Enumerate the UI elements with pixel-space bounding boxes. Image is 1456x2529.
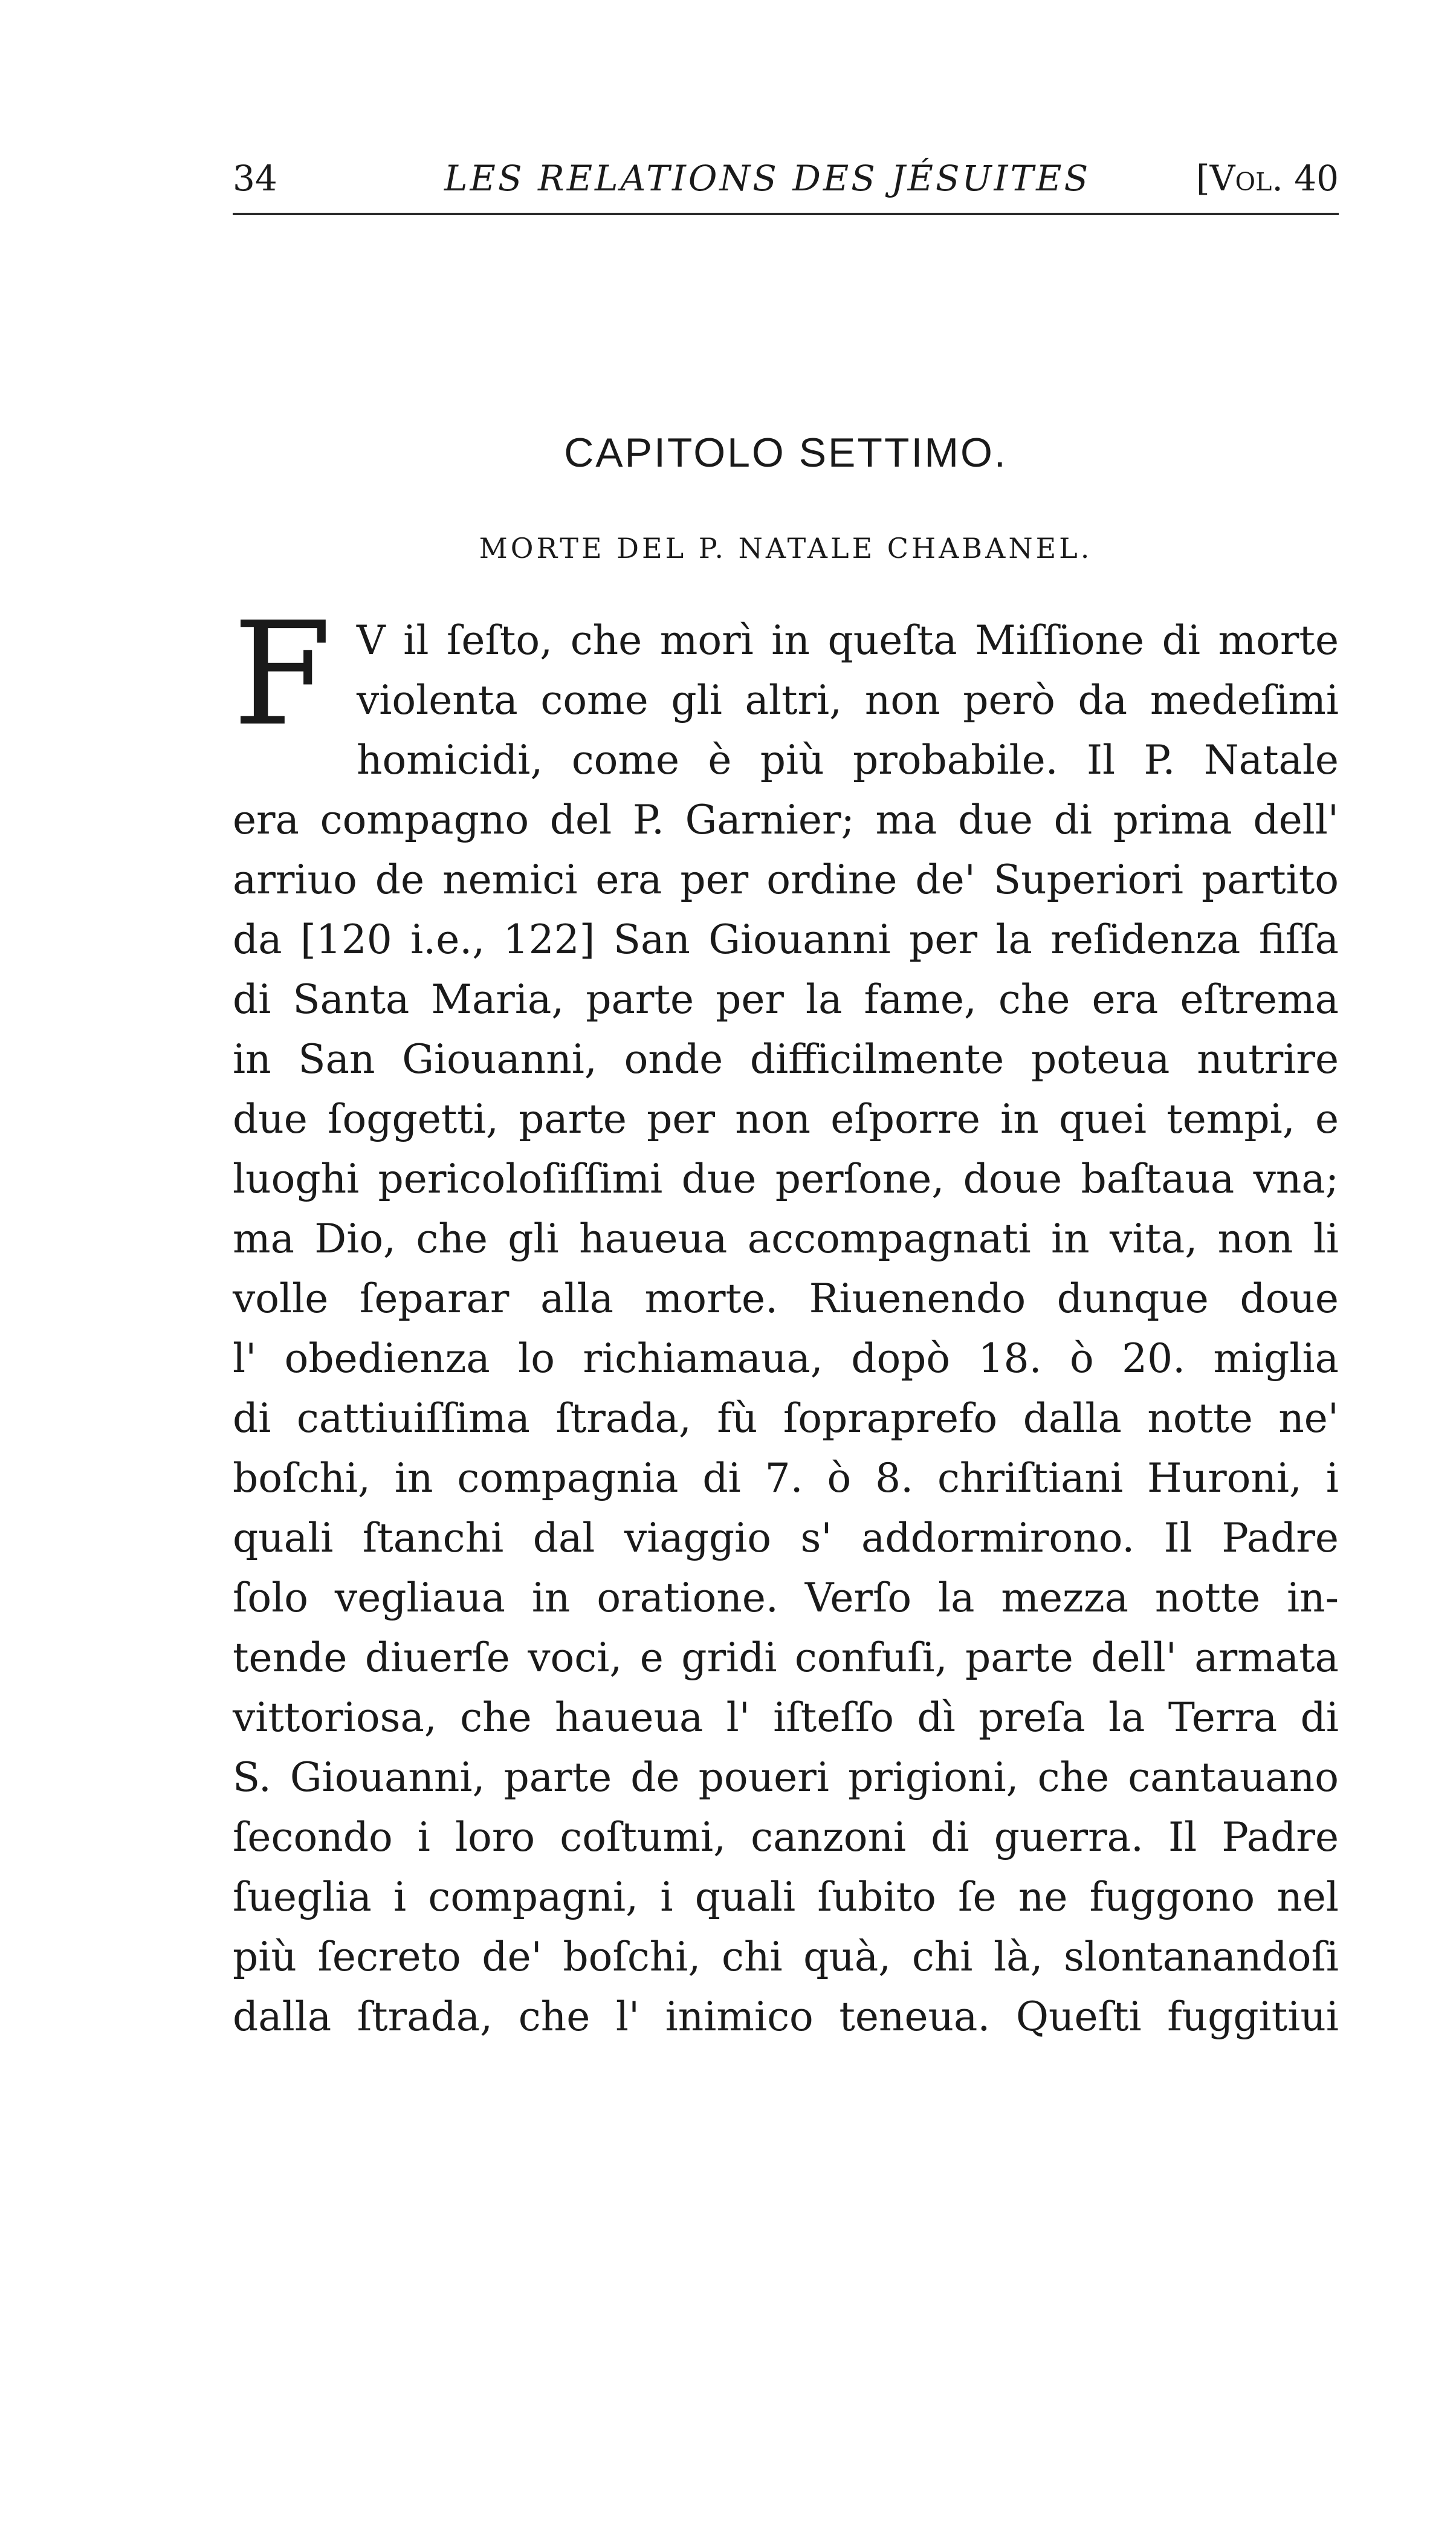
chapter-subtitle: MORTE DEL P. NATALE CHABANEL. [479,532,1093,565]
text-line: ma Dio, che gli haueua accompagnati in vita, non li [233,1216,1339,1262]
text-line: V il ſeſto, che morì in queſta Miſſione di morte [357,617,1339,664]
text-line: boſchi, in compagnia di 7. ò 8. chriſtiani Huroni, i [233,1455,1339,1501]
text-line: in San Giouanni, onde difficilmente poteua nutrire [233,1036,1339,1083]
text-line: di cattiuiſſima ſtrada, fù ſopraprefo dalla notte ne' [233,1395,1339,1442]
text-line: vittoriosa, che haueua l' iſteſſo dì preſa la Terra di [233,1694,1339,1741]
chapter-heading: CAPITOLO SETTIMO. [564,430,1008,476]
text-line: quali ſtanchi dal viaggio s' addormirono. Il Padre [233,1515,1339,1561]
text-line: violenta come gli altri, non però da medeſimi [357,677,1339,724]
running-title: LES RELATIONS DES JÉSUITES [444,158,1091,199]
text-line: due ſoggetti, parte per non eſporre in quei tempi, e [233,1096,1339,1142]
running-head [233,154,1339,202]
text-line: ſolo vegliaua in oratione. Verſo la mezza notte in- [233,1575,1339,1621]
text-line: ſecondo i loro coſtumi, canzoni di guerra. Il Padre [233,1814,1339,1860]
text-line: volle ſeparar alla morte. Riuenendo dunque doue [233,1275,1339,1322]
header-rule [233,213,1339,215]
text-line: l' obedienza lo richiamaua, dopò 18. ò 20. miglia [233,1335,1339,1382]
text-line: homicidi, come è più probabile. Il P. Natale [357,737,1339,783]
text-line: luoghi pericoloſiſſimi due perſone, doue baſtaua vna; [233,1156,1339,1202]
drop-cap: F [233,591,332,757]
text-line: tende diuerſe voci, e gridi confuſi, parte dell' armata [233,1634,1339,1681]
body-text [233,591,1339,2047]
text-line: S. Giouanni, parte de poueri prigioni, che cantauano [233,1754,1339,1801]
text-line: ſueglia i compagni, i quali ſubito ſe ne fuggono nel [233,1874,1339,1920]
volume-label: [Vol. 40 [1196,158,1339,199]
page-number: 34 [233,158,277,199]
text-line: da [120 i.e., 122] San Giouanni per la reſidenza fiſſa [233,916,1339,963]
text-line: dalla ſtrada, che l' inimico teneua. Queſti fuggitiui [233,1993,1339,2040]
text-line: di Santa Maria, parte per la fame, che era eſtrema [233,976,1339,1023]
text-line: più ſecreto de' boſchi, chi quà, chi là, slontanandoſi [233,1934,1339,1980]
text-line: era compagno del P. Garnier; ma due di prima dell' [233,797,1339,843]
text-line: arriuo de nemici era per ordine de' Superiori partito [233,856,1339,903]
